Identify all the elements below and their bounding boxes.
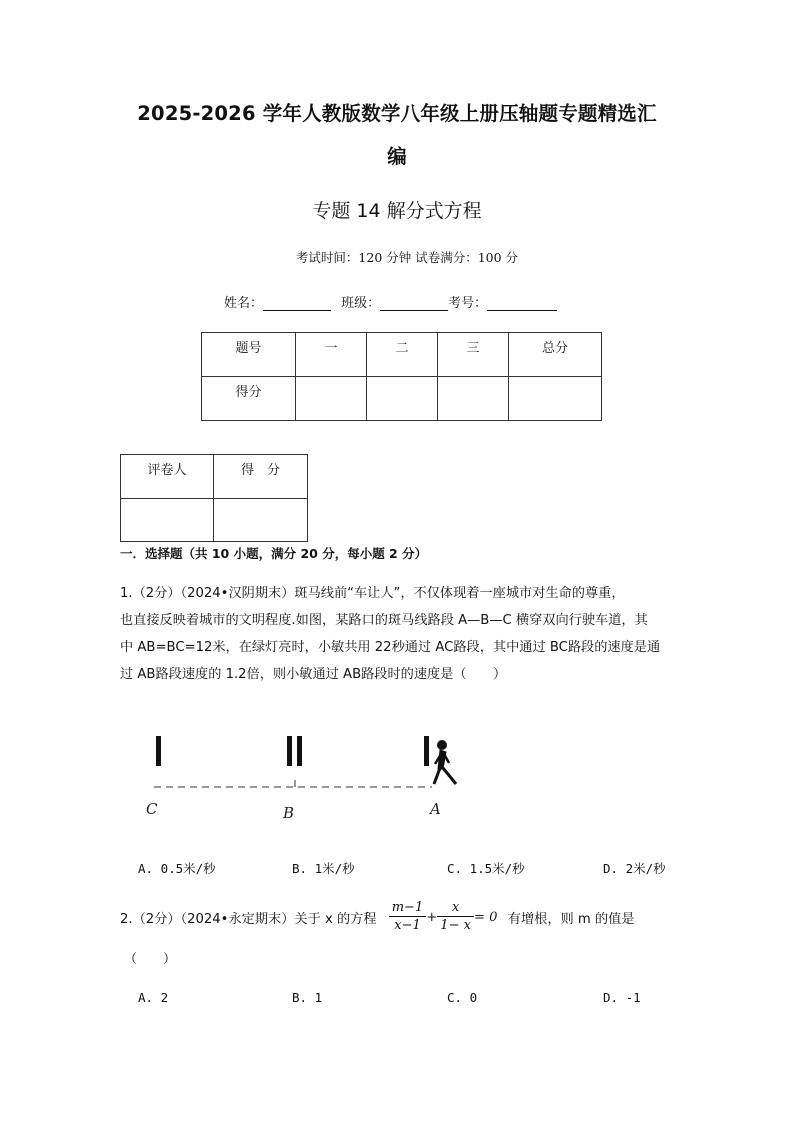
document-title-continued: 编 [387,145,407,168]
plus-sign: + [426,910,438,925]
stripe-marker-b-left [287,736,292,766]
fraction-1-denominator: x−1 [394,918,421,933]
crosswalk-figure [140,728,480,828]
score-cell[interactable] [296,377,367,421]
number-field[interactable] [487,296,557,311]
student-info-fields [224,292,557,311]
question-2-text [120,900,635,935]
answer-paren: （ ） [124,952,177,967]
section-heading: 一．选择题（共 10 小题，满分 20 分，每小题 2 分） [120,546,428,561]
question-1-line: 也直接反映着城市的文明程度.如图，某路口的斑马线路段 A—B—C 横穿双向行驶车道，其 [120,613,648,628]
question-2-prefix: 2.（2分）（2024•永定期末）关于 x 的方程 [120,912,377,927]
fraction-1 [389,900,427,935]
question-1-line: 中 AB=BC=12米，在绿灯亮时，小敏共用 22秒通过 AC路段，其中通过 BC路段的速度是通 [120,640,661,655]
number-label: 考号： [448,296,488,311]
question-2-suffix: 有增根，则 m 的值是 [507,912,635,927]
score-cell[interactable] [367,377,438,421]
equals-zero: = 0 [473,910,498,925]
question-1-line: 过 AB路段速度的 1.2倍，则小敏通过 AB路段时的速度是（ ） [120,667,507,682]
label-a: A [430,800,441,818]
grader-value-row [121,499,308,542]
stripe-marker-c [156,736,161,766]
question-1-line: 1.（2分）（2024•汉阴期末）斑马线前“车让人”，不仅体现着一座城市对生命的尊重， [120,586,625,601]
score-cell[interactable] [509,377,602,421]
pedestrian-icon [434,741,456,785]
grader-cell[interactable] [214,499,308,542]
grader-header-row [121,455,308,499]
grader-cell[interactable] [121,499,214,542]
grader-header-cell: 得 分 [214,455,308,499]
grader-header-cell: 评卷人 [121,455,214,499]
score-header-cell: 题号 [202,333,296,377]
label-b: B [283,804,295,822]
score-table-header-row [202,333,602,377]
stripe-marker-a [424,736,429,766]
fraction-2 [437,900,474,935]
grader-table [120,454,308,542]
label-c: C [146,800,158,818]
score-table [201,332,602,421]
document-title: 2025-2026 学年人教版数学八年级上册压轴题专题精选汇 [137,102,657,125]
exam-info: 考试时间：120 分钟 试卷满分：100 分 [295,250,519,265]
class-field[interactable] [380,296,448,311]
fraction-2-denominator: 1− x [440,918,471,933]
topic-subtitle: 专题 14 解分式方程 [312,200,482,222]
question-1-text [120,580,660,688]
fraction-1-numerator: m−1 [389,900,427,917]
q1-option-d[interactable]: D. 2米/秒 [603,861,666,876]
q1-option-c[interactable]: C. 1.5米/秒 [447,861,525,876]
name-label: 姓名： [224,296,264,311]
name-field[interactable] [263,296,331,311]
class-label: 班级： [341,296,381,311]
q2-option-b[interactable]: B. 1 [292,990,323,1005]
q1-option-a[interactable]: A. 0.5米/秒 [138,861,216,876]
fraction-2-numerator: x [437,900,474,917]
q1-option-b[interactable]: B. 1米/秒 [292,861,355,876]
score-table-value-row [202,377,602,421]
score-header-cell: 三 [438,333,509,377]
q2-option-d[interactable]: D. -1 [603,990,641,1005]
q2-option-a[interactable]: A. 2 [138,990,169,1005]
stripe-marker-b-right [297,736,302,766]
q2-option-c[interactable]: C. 0 [447,990,478,1005]
score-row-label: 得分 [202,377,296,421]
score-cell[interactable] [438,377,509,421]
score-header-cell: 二 [367,333,438,377]
score-header-cell: 一 [296,333,367,377]
score-header-cell: 总分 [509,333,602,377]
